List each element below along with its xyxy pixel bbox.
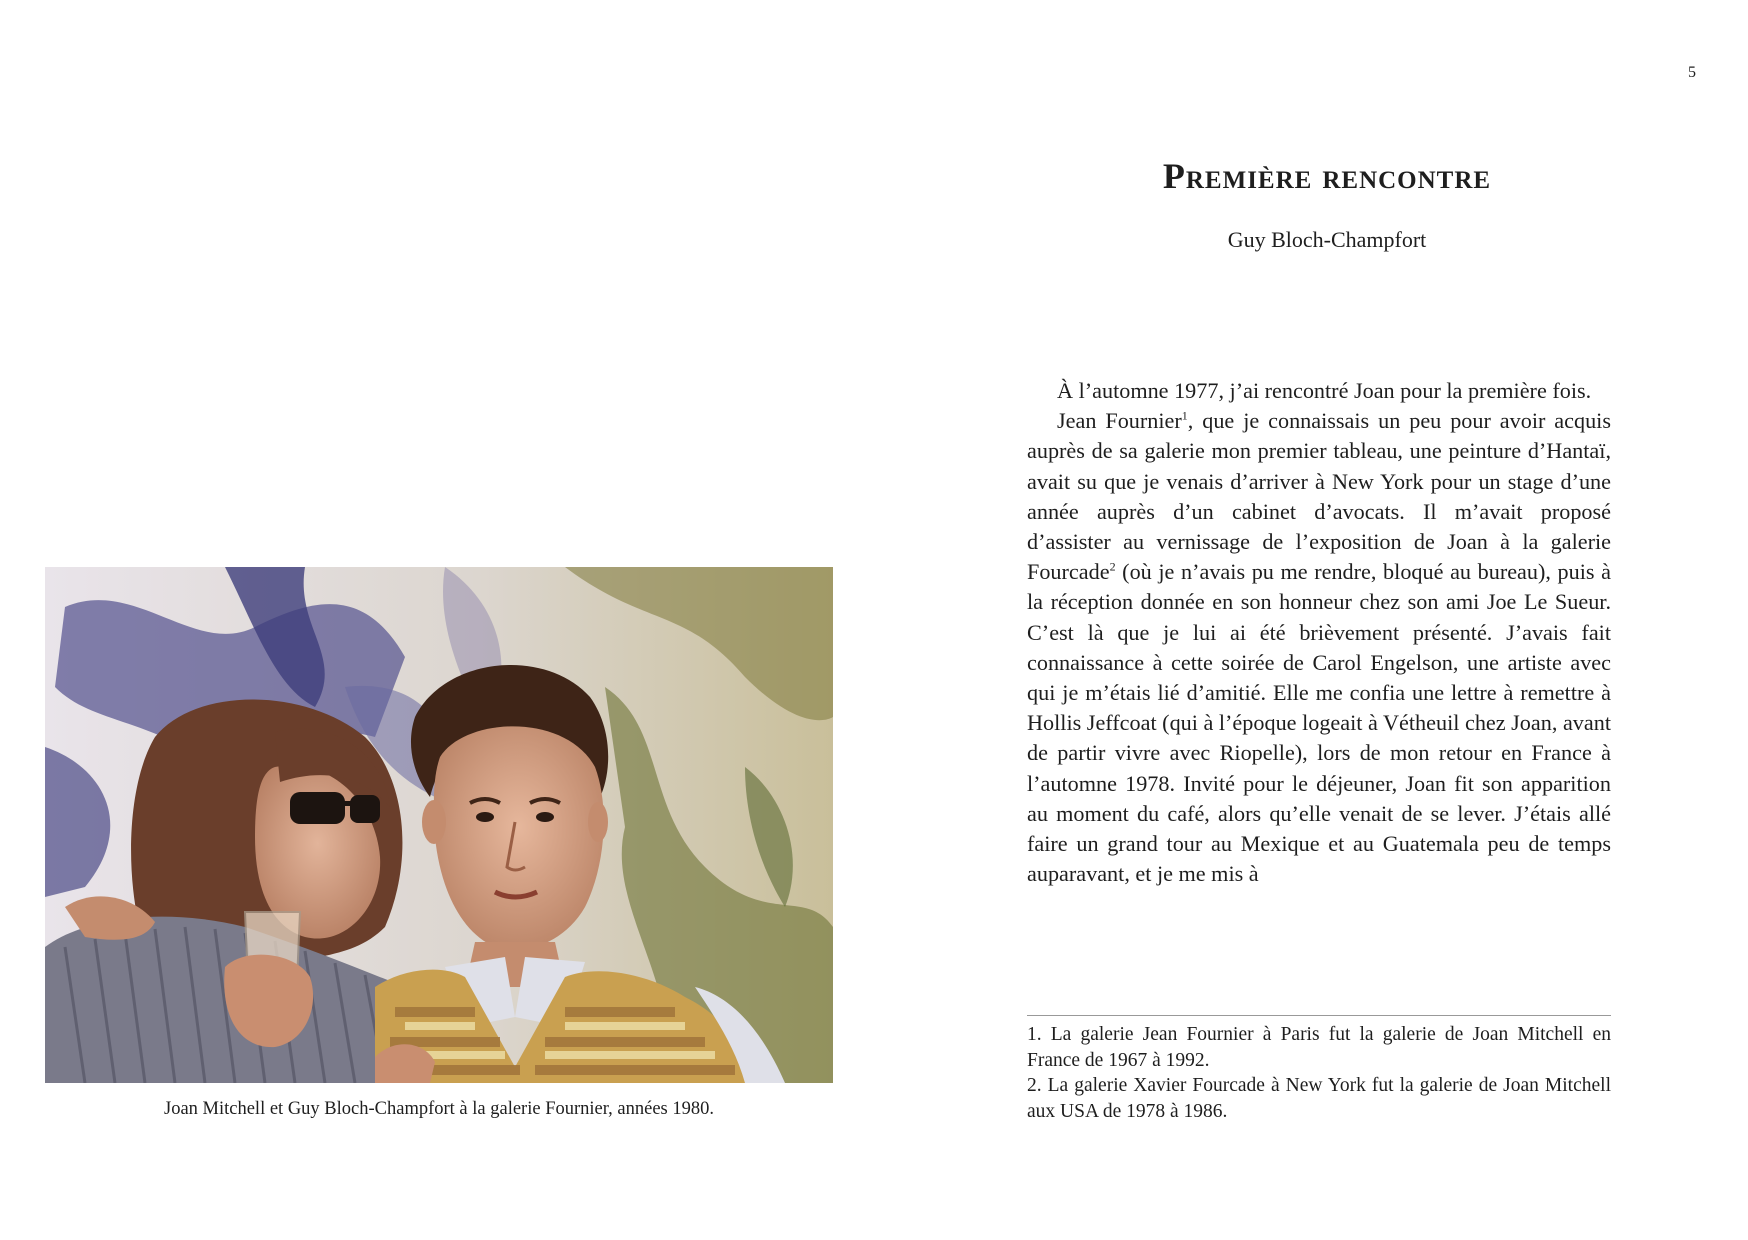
- footnote-2: 2. La galerie Xavier Fourcade à New York fut la galerie de Joan Mitchell aux USA de 1978 à 1986.: [1027, 1075, 1611, 1122]
- paragraph-2-end: (où je n’avais pu me rendre, bloqué au bureau), puis à la réception donnée en son honneur chez son ami Joe Le Sueur. C’est là que je lui ai été brièvement présenté. J’avais fait connaissance à cette soirée de Carol Engelson, une artiste avec qui je m’étais lié d’amitié. Elle me confia une lettre à remettre à Hollis Jeffcoat (qui à l’époque logeait à Vétheuil chez Joan, avant de partir vivre avec Riopelle), lors de mon retour en France à l’automne 1978. Invité pour le déjeuner, Joan fit son apparition au moment du café, alors qu’elle venait de se lever. J’étais allé faire un grand tour au Mexique et au Guatemala peu de temps auparavant, et je me mis à: [1027, 559, 1611, 887]
- chapter-author: Guy Bloch-Champfort: [1227, 227, 1427, 252]
- footnote-ref-2[interactable]: 2: [1109, 559, 1116, 574]
- footnote-rule: [1027, 1015, 1611, 1016]
- footnote-1: 1. La galerie Jean Fournier à Paris fut la galerie de Joan Mitchell en France de 1967 à 1992.: [1027, 1024, 1611, 1071]
- paragraph-2-middle: , que je connaissais un peu pour avoir acquis auprès de sa galerie mon premier tableau, une peinture d’Hantaï, avait su que je venais d’arriver à New York pour un stage d’une année auprès d’un cabinet d’avocats. Il m’avait proposé d’assister au vernissage de l’exposition de Joan à la galerie Fourcade: [1027, 408, 1611, 585]
- photograph: [45, 567, 833, 1083]
- paragraph-2-start: Jean Fournier: [1057, 408, 1182, 434]
- photo-caption: Joan Mitchell et Guy Bloch-Champfort à la galerie Fournier, années 1980.: [164, 1099, 714, 1119]
- chapter-title: Première rencontre: [1162, 156, 1492, 196]
- footnote-ref-1[interactable]: 1: [1181, 408, 1188, 423]
- paragraph-2: [1027, 406, 1611, 889]
- body-text: [1027, 376, 1611, 889]
- paragraph-1: À l’automne 1977, j’ai rencontré Joan pour la première fois.: [1057, 378, 1592, 403]
- footnotes: [1027, 1022, 1611, 1124]
- page-number: 5: [1688, 64, 1696, 81]
